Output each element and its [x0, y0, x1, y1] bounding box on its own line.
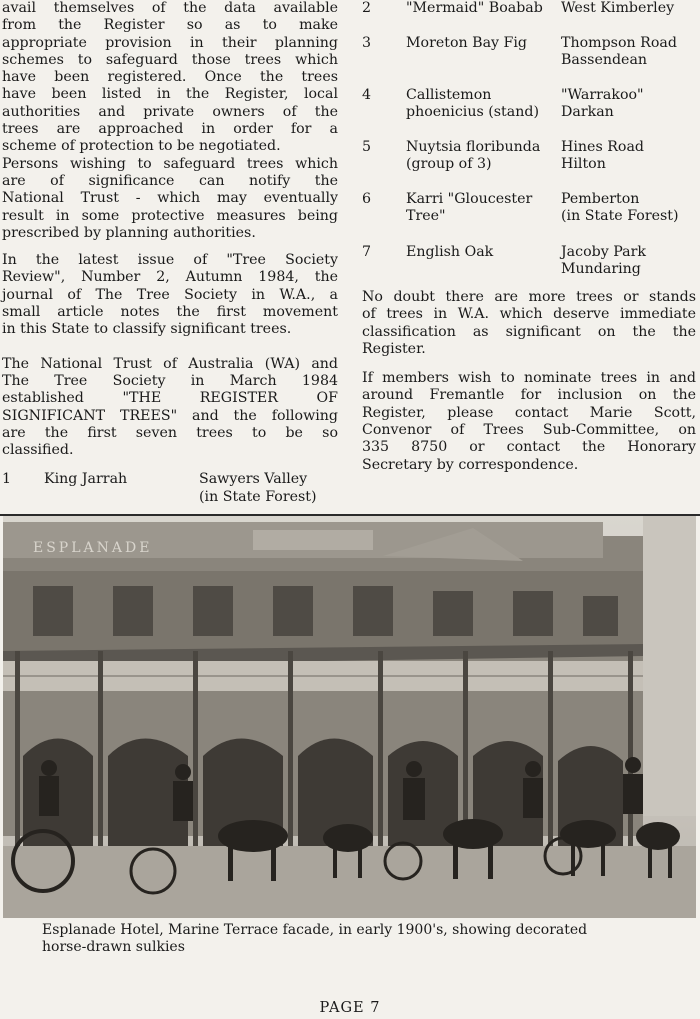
tree-entry: [2, 471, 338, 505]
text-line: in this State to classify significant trees.: [2, 321, 292, 338]
text-line: trees are approached in order for a: [2, 121, 338, 138]
text-line: established "THE REGISTER OF: [2, 390, 338, 407]
tree-name: "Mermaid" Boabab: [406, 0, 543, 16]
left-column: [2, 0, 338, 505]
text-line: around Fremantle for inclusion on the: [362, 387, 696, 404]
text-line: result in some protective measures being: [2, 207, 338, 224]
register-paragraph: [2, 356, 338, 460]
text-line: National Trust - which may eventually: [2, 190, 338, 207]
tree-name: Moreton Bay Fig: [406, 35, 528, 51]
tree-location: Pemberton (in State Forest): [561, 191, 679, 225]
location-line: (in State Forest): [199, 488, 317, 505]
text-line: are of significance can notify the: [2, 172, 338, 189]
tree-number: 4: [362, 87, 372, 103]
tree-number: 7: [362, 244, 372, 260]
tree-entry: [362, 0, 696, 35]
tree-number: 3: [362, 35, 372, 51]
tree-name: English Oak: [406, 244, 494, 260]
esplanade-hotel-photo: [3, 516, 696, 918]
caption-line: horse-drawn sulkies: [42, 939, 185, 955]
text-line: of trees in W.A. which deserve immediate: [362, 306, 696, 323]
text-line: If members wish to nominate trees in and: [362, 370, 696, 387]
location-line: Sawyers Valley: [199, 471, 308, 488]
text-line: The National Trust of Australia (WA) and: [2, 355, 338, 372]
tree-name: Karri "Gloucester Tree": [406, 191, 533, 225]
text-line: Register.: [362, 340, 426, 357]
tree-entry: [362, 191, 696, 244]
tree-number: 5: [362, 139, 372, 155]
tree-number: 6: [362, 191, 372, 207]
text-line: prescribed by planning authorities.: [2, 224, 256, 241]
tree-entry: [362, 35, 696, 87]
right-column: [362, 0, 696, 474]
page-number: PAGE 7: [319, 1000, 381, 1016]
tree-entry: [362, 87, 696, 139]
tree-location: Hines Road Hilton: [561, 139, 644, 173]
tree-location: "Warrakoo" Darkan: [561, 87, 644, 121]
tree-name: King Jarrah: [44, 471, 128, 488]
text-line: appropriate provision in their planning: [2, 34, 338, 51]
text-line: classification as significant on the the: [362, 323, 696, 340]
caption-line: Esplanade Hotel, Marine Terrace facade, in early 1900's, showing decorated: [42, 922, 588, 938]
text-line: No doubt there are more trees or stands: [362, 289, 696, 305]
tree-location: [199, 471, 339, 506]
text-line: from the Register so as to make: [2, 17, 338, 34]
text-line: small article notes the first movement: [2, 304, 338, 321]
tree-location: West Kimberley: [561, 0, 675, 16]
intro-paragraph: [2, 0, 338, 156]
photo-caption: [42, 922, 662, 956]
hotel-sign: ESPLANADE: [33, 540, 153, 556]
text-line: Register, please contact Marie Scott,: [362, 404, 696, 421]
text-line: Persons wishing to safeguard trees which: [2, 155, 338, 172]
text-line: journal of The Tree Society in W.A., a: [2, 286, 338, 303]
text-line: scheme of protection to be negotiated.: [2, 138, 281, 155]
text-line: classified.: [2, 442, 74, 459]
text-line: 335 8750 or contact the Honorary: [362, 439, 696, 456]
text-line: have been listed in the Register, local: [2, 86, 338, 103]
text-line: Convenor of Trees Sub-Committee, on: [362, 422, 696, 439]
tree-name: Callistemon phoenicius (stand): [406, 87, 539, 121]
text-line: Secretary by correspondence.: [362, 456, 579, 473]
text-line: In the latest issue of "Tree Society: [2, 252, 338, 269]
tree-number: 2: [362, 0, 372, 16]
nominate-paragraph: [362, 370, 696, 474]
text-line: have been registered. Once the trees: [2, 69, 338, 86]
notify-paragraph: [2, 156, 338, 242]
tree-location: Thompson Road Bassendean: [561, 35, 677, 69]
tree-location: Jacoby Park Mundaring: [561, 244, 646, 278]
text-line: authorities and private owners of the: [2, 103, 338, 120]
tree-number: 1: [2, 471, 12, 488]
tree-entry: [362, 244, 696, 289]
more-trees-paragraph: [362, 289, 696, 358]
tree-name: Nuytsia floribunda (group of 3): [406, 139, 541, 173]
review-paragraph: [2, 252, 338, 338]
text-line: are the first seven trees to be so: [2, 424, 338, 441]
text-line: Review", Number 2, Autumn 1984, the: [2, 269, 338, 286]
tree-entry: [362, 139, 696, 191]
text-line: SIGNIFICANT TREES" and the following: [2, 407, 338, 424]
hotel-illustration: [3, 516, 696, 918]
text-line: The Tree Society in March 1984: [2, 372, 338, 389]
text-line: schemes to safeguard those trees which: [2, 51, 338, 68]
text-line: avail themselves of the data available: [2, 0, 338, 16]
